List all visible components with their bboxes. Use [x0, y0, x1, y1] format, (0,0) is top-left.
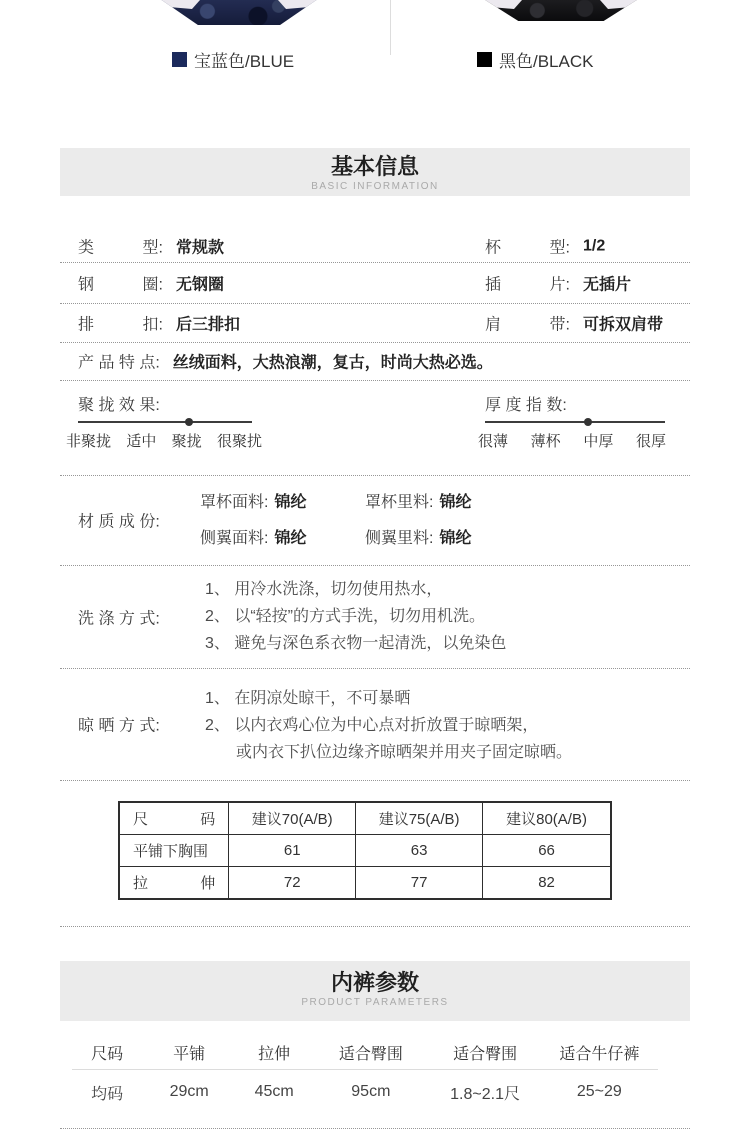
spec-row-wire-pad — [60, 262, 690, 303]
washing-label: 洗 涤 方 式: — [78, 610, 160, 627]
dotted-divider — [60, 475, 690, 476]
lace-edge-left — [160, 0, 200, 9]
tick-label: 中厚 — [583, 433, 614, 450]
push-effect-dot-icon — [185, 418, 193, 426]
material-section — [60, 475, 690, 565]
material-key: 罩杯里料: — [365, 494, 434, 511]
dotted-divider — [60, 303, 690, 304]
thickness-label: 厚 度 指 数: — [485, 397, 567, 414]
table-header-row — [120, 803, 610, 834]
product-photo-black — [482, 0, 640, 21]
drying-line: 2、 以内衣鸡心位为中心点对折放置于晾晒架， — [205, 717, 539, 734]
value-cell: 66 — [538, 842, 555, 859]
material-item — [200, 489, 365, 512]
tick-label: 适中 — [126, 433, 157, 450]
dotted-divider — [60, 380, 690, 381]
spec-value: 常规款 — [176, 239, 225, 257]
value-cell: 82 — [538, 874, 555, 891]
spec-label: 类 — [78, 239, 95, 257]
panty-params-table — [72, 1035, 658, 1107]
params-header-row — [72, 1035, 658, 1069]
header-cell: 建议80(A/B) — [506, 811, 587, 828]
material-item — [365, 525, 530, 548]
params-header: 尺码 — [91, 1045, 124, 1063]
header-cell: 建议70(A/B) — [229, 803, 356, 834]
dotted-divider — [60, 926, 690, 927]
dotted-divider — [60, 1128, 690, 1129]
basic-info-header — [60, 148, 690, 196]
cell-text: 码 — [200, 811, 216, 828]
washing-line: 3、 避免与深色系衣物一起清洗，以免染色 — [205, 635, 507, 652]
params-value: 1.8~2.1尺 — [450, 1085, 520, 1103]
cell-text: 拉 — [133, 875, 149, 892]
value-cell: 77 — [356, 867, 483, 898]
blue-color-label: 宝蓝色/BLUE — [194, 52, 295, 71]
color-option-black[interactable] — [477, 47, 593, 72]
table-row-stretch — [120, 866, 610, 898]
lace-edge-right — [278, 0, 318, 9]
params-value: 均码 — [91, 1085, 124, 1103]
spec-value: 后三排扣 — [176, 316, 241, 333]
thickness-slider — [485, 421, 665, 423]
spec-value: 1/2 — [583, 237, 606, 254]
spec-row-hook-strap — [60, 303, 690, 342]
spec-label: 杯 — [485, 239, 502, 257]
spec-cup — [485, 235, 605, 258]
header-cell: 建议75(A/B) — [356, 803, 483, 834]
washing-line: 2、 以“轻按”的方式手洗，切勿用机洗。 — [205, 608, 486, 625]
spec-label: 钢 — [78, 276, 95, 293]
cell-text: 尺 — [133, 811, 149, 828]
spec-row-type-cup — [60, 230, 690, 262]
feature-label: 产 品 特 点: — [78, 354, 160, 372]
spec-label: 插 — [485, 276, 502, 293]
spec-wire — [78, 271, 224, 294]
material-value: 锦纶 — [274, 530, 307, 547]
basic-info-title: 基本信息 — [330, 154, 419, 179]
value-cell: 72 — [229, 867, 356, 898]
dotted-divider — [60, 780, 690, 781]
dotted-divider — [60, 565, 690, 566]
params-value: 45cm — [254, 1083, 294, 1100]
spec-label: 肩 — [485, 316, 502, 333]
blue-color-square-icon — [172, 52, 187, 67]
material-value: 锦纶 — [439, 530, 472, 547]
material-item — [365, 489, 530, 512]
material-value: 锦纶 — [274, 494, 307, 511]
spec-strap — [485, 311, 663, 334]
tick-label: 聚拢 — [171, 433, 202, 450]
washing-instructions — [205, 576, 506, 657]
material-row — [200, 525, 530, 548]
washing-section — [60, 565, 690, 668]
spec-label: 带: — [549, 316, 570, 333]
swatch-divider — [390, 0, 391, 55]
params-header: 平铺 — [173, 1045, 206, 1063]
spec-type — [78, 235, 224, 258]
spec-row-feature — [60, 342, 690, 380]
tick-label: 很厚 — [635, 433, 666, 450]
thickness-ticks — [478, 430, 666, 451]
dotted-divider — [60, 342, 690, 343]
material-label: 材 质 成 份: — [78, 513, 160, 531]
row-label-cell — [120, 867, 229, 898]
spec-feature — [78, 350, 493, 373]
spec-label: 型: — [142, 239, 163, 257]
spec-value: 无钢圈 — [176, 276, 225, 293]
thickness-dot-icon — [584, 418, 592, 426]
params-value: 29cm — [169, 1083, 209, 1100]
panty-params-header — [60, 961, 690, 1021]
basic-info-subtitle: BASIC INFORMATION — [311, 181, 439, 192]
spec-label: 片: — [549, 276, 570, 293]
header-cell-size — [120, 803, 229, 834]
value-cell: 61 — [229, 835, 356, 866]
drying-section — [60, 668, 690, 780]
bra-size-table — [118, 801, 612, 900]
params-value: 25~29 — [576, 1083, 622, 1100]
lace-edge-right — [600, 0, 640, 9]
tick-label: 非聚拢 — [66, 433, 112, 450]
spec-label: 排 — [78, 316, 95, 333]
params-value: 95cm — [351, 1083, 391, 1100]
push-effect-slider — [78, 421, 252, 423]
tick-label: 薄杯 — [530, 433, 561, 450]
material-key: 侧翼里料: — [365, 530, 434, 547]
product-photo-blue — [160, 0, 318, 25]
panty-params-title: 内裤参数 — [330, 970, 419, 995]
params-header: 拉伸 — [258, 1045, 291, 1063]
params-divider — [72, 1069, 658, 1070]
spec-label: 扣: — [142, 316, 163, 333]
push-effect-label: 聚 拢 效 果: — [78, 397, 160, 414]
material-key: 侧翼面料: — [200, 530, 269, 547]
params-header: 适合牛仔裤 — [559, 1045, 640, 1063]
panty-params-subtitle: PRODUCT PARAMETERS — [301, 997, 449, 1008]
spec-pad — [485, 271, 631, 294]
cell-text: 伸 — [200, 875, 216, 892]
lace-edge-left — [482, 0, 522, 9]
table-row-underbust — [120, 834, 610, 866]
row-label-cell — [120, 835, 229, 866]
cell-text: 平铺下胸围 — [133, 843, 209, 860]
material-row — [200, 489, 530, 512]
feature-value: 丝绒面料，大热浪潮，复古，时尚大热必选。 — [172, 354, 493, 372]
tick-label: 很薄 — [478, 433, 509, 450]
spec-label: 型: — [549, 239, 570, 257]
drying-line-continuation: 或内衣下扒位边缘齐晾晒架并用夹子固定晾晒。 — [236, 744, 573, 761]
color-option-blue[interactable] — [172, 47, 294, 72]
spec-value: 可拆双肩带 — [583, 316, 664, 333]
spec-value: 无插片 — [583, 276, 632, 293]
black-color-square-icon — [477, 52, 492, 67]
value-cell: 63 — [356, 835, 483, 866]
black-color-label: 黑色/BLACK — [499, 52, 594, 71]
drying-line: 1、 在阴凉处晾干，不可暴晒 — [205, 690, 411, 707]
dotted-divider — [60, 262, 690, 263]
material-item — [200, 525, 365, 548]
params-value-row — [72, 1077, 658, 1107]
material-key: 罩杯面料: — [200, 494, 269, 511]
slider-section — [60, 380, 690, 475]
spec-label: 圈: — [142, 276, 163, 293]
spec-hook — [78, 311, 240, 334]
drying-instructions — [205, 685, 572, 766]
washing-line: 1、 用冷水洗涤，切勿使用热水， — [205, 581, 443, 598]
params-header: 适合臀围 — [338, 1045, 403, 1063]
push-effect-ticks — [66, 430, 262, 451]
drying-label: 晾 晒 方 式: — [78, 717, 160, 735]
tick-label: 很聚扰 — [216, 433, 262, 450]
dotted-divider — [60, 668, 690, 669]
params-header: 适合臀围 — [453, 1045, 518, 1063]
material-value: 锦纶 — [439, 494, 472, 511]
